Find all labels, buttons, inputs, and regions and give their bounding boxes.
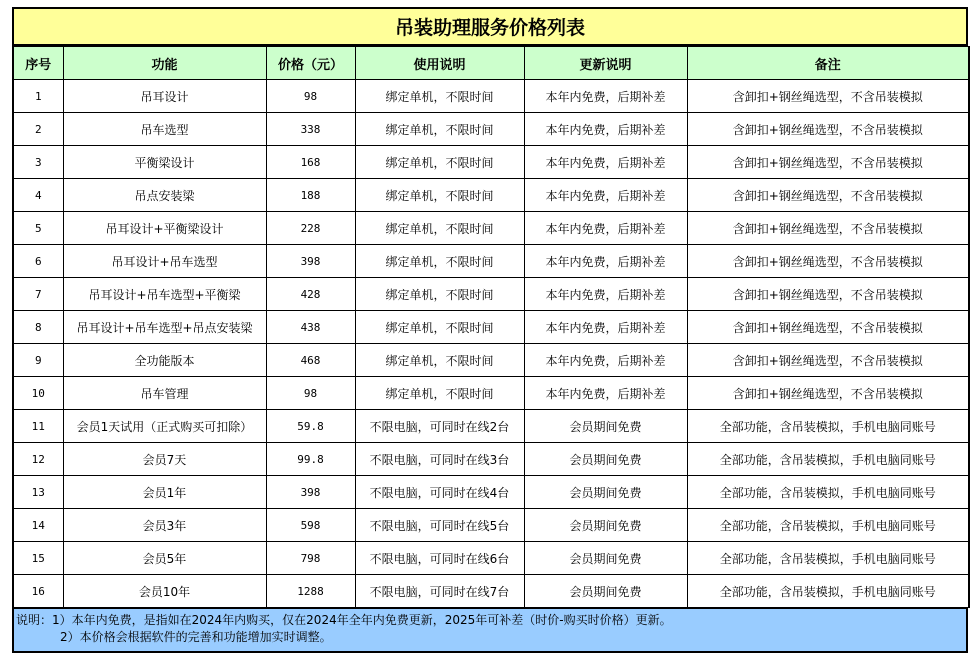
cell-remark: 含卸扣+钢丝绳选型，不含吊装模拟 <box>687 80 969 113</box>
cell-no: 8 <box>13 311 63 344</box>
cell-remark: 含卸扣+钢丝绳选型，不含吊装模拟 <box>687 278 969 311</box>
table-row <box>13 443 969 476</box>
cell-update: 会员期间免费 <box>524 575 687 608</box>
cell-feature: 吊车管理 <box>63 377 266 410</box>
cell-update: 本年内免费，后期补差 <box>524 278 687 311</box>
cell-price: 98 <box>266 377 355 410</box>
cell-update: 会员期间免费 <box>524 443 687 476</box>
cell-feature: 吊耳设计+吊车选型+平衡梁 <box>63 278 266 311</box>
cell-usage: 绑定单机，不限时间 <box>355 278 524 311</box>
cell-update: 会员期间免费 <box>524 476 687 509</box>
price-sheet <box>12 7 968 653</box>
cell-usage: 绑定单机，不限时间 <box>355 146 524 179</box>
table-row <box>13 245 969 278</box>
cell-usage: 绑定单机，不限时间 <box>355 311 524 344</box>
cell-remark: 含卸扣+钢丝绳选型，不含吊装模拟 <box>687 311 969 344</box>
cell-feature: 会员7天 <box>63 443 266 476</box>
sheet-title: 吊装助理服务价格列表 <box>12 7 968 46</box>
cell-feature: 会员1年 <box>63 476 266 509</box>
cell-remark: 全部功能，含吊装模拟，手机电脑同账号 <box>687 410 969 443</box>
table-row <box>13 575 969 608</box>
table-row <box>13 278 969 311</box>
cell-price: 59.8 <box>266 410 355 443</box>
header-remark: 备注 <box>687 47 969 80</box>
cell-feature: 吊耳设计+吊车选型 <box>63 245 266 278</box>
cell-no: 6 <box>13 245 63 278</box>
cell-usage: 绑定单机，不限时间 <box>355 179 524 212</box>
cell-usage: 不限电脑，可同时在线5台 <box>355 509 524 542</box>
cell-price: 168 <box>266 146 355 179</box>
cell-no: 16 <box>13 575 63 608</box>
cell-usage: 绑定单机，不限时间 <box>355 113 524 146</box>
cell-remark: 全部功能，含吊装模拟，手机电脑同账号 <box>687 509 969 542</box>
cell-usage: 绑定单机，不限时间 <box>355 245 524 278</box>
cell-usage: 不限电脑，可同时在线2台 <box>355 410 524 443</box>
cell-price: 99.8 <box>266 443 355 476</box>
cell-usage: 不限电脑，可同时在线4台 <box>355 476 524 509</box>
cell-price: 98 <box>266 80 355 113</box>
cell-feature: 吊耳设计 <box>63 80 266 113</box>
cell-feature: 会员3年 <box>63 509 266 542</box>
cell-no: 1 <box>13 80 63 113</box>
table-row <box>13 80 969 113</box>
cell-update: 本年内免费，后期补差 <box>524 80 687 113</box>
table-row <box>13 212 969 245</box>
cell-update: 本年内免费，后期补差 <box>524 113 687 146</box>
cell-feature: 平衡梁设计 <box>63 146 266 179</box>
cell-no: 2 <box>13 113 63 146</box>
table-row <box>13 377 969 410</box>
header-feature: 功能 <box>63 47 266 80</box>
cell-no: 4 <box>13 179 63 212</box>
cell-no: 5 <box>13 212 63 245</box>
cell-no: 15 <box>13 542 63 575</box>
note-line-2: 2）本价格会根据软件的完善和功能增加实时调整。 <box>60 630 332 644</box>
cell-update: 会员期间免费 <box>524 509 687 542</box>
table-row <box>13 476 969 509</box>
cell-remark: 全部功能，含吊装模拟，手机电脑同账号 <box>687 443 969 476</box>
cell-price: 338 <box>266 113 355 146</box>
cell-remark: 含卸扣+钢丝绳选型，不含吊装模拟 <box>687 245 969 278</box>
cell-price: 188 <box>266 179 355 212</box>
cell-usage: 绑定单机，不限时间 <box>355 377 524 410</box>
cell-price: 798 <box>266 542 355 575</box>
cell-usage: 不限电脑，可同时在线6台 <box>355 542 524 575</box>
cell-price: 1288 <box>266 575 355 608</box>
cell-feature: 全功能版本 <box>63 344 266 377</box>
table-row <box>13 542 969 575</box>
header-price: 价格（元） <box>266 47 355 80</box>
cell-remark: 含卸扣+钢丝绳选型，不含吊装模拟 <box>687 377 969 410</box>
cell-update: 本年内免费，后期补差 <box>524 311 687 344</box>
cell-remark: 含卸扣+钢丝绳选型，不含吊装模拟 <box>687 344 969 377</box>
cell-update: 本年内免费，后期补差 <box>524 212 687 245</box>
cell-usage: 绑定单机，不限时间 <box>355 212 524 245</box>
cell-price: 438 <box>266 311 355 344</box>
cell-no: 10 <box>13 377 63 410</box>
header-usage: 使用说明 <box>355 47 524 80</box>
cell-feature: 会员10年 <box>63 575 266 608</box>
cell-update: 本年内免费，后期补差 <box>524 344 687 377</box>
cell-remark: 含卸扣+钢丝绳选型，不含吊装模拟 <box>687 212 969 245</box>
header-row <box>13 47 969 80</box>
header-update: 更新说明 <box>524 47 687 80</box>
cell-feature: 吊点安装梁 <box>63 179 266 212</box>
cell-no: 7 <box>13 278 63 311</box>
table-row <box>13 146 969 179</box>
table-row <box>13 113 969 146</box>
cell-no: 14 <box>13 509 63 542</box>
price-table <box>12 46 970 608</box>
cell-feature: 会员1天试用（正式购买可扣除） <box>63 410 266 443</box>
table-row <box>13 344 969 377</box>
cell-price: 428 <box>266 278 355 311</box>
note-line-1: 说明：1）本年内免费，是指如在2024年内购买，仅在2024年全年内免费更新，2025年可补差（时价-购买时价格）更新。 <box>16 613 672 627</box>
cell-price: 398 <box>266 245 355 278</box>
table-row <box>13 410 969 443</box>
cell-feature: 吊耳设计+平衡梁设计 <box>63 212 266 245</box>
cell-update: 会员期间免费 <box>524 410 687 443</box>
cell-usage: 不限电脑，可同时在线7台 <box>355 575 524 608</box>
cell-remark: 含卸扣+钢丝绳选型，不含吊装模拟 <box>687 113 969 146</box>
cell-no: 12 <box>13 443 63 476</box>
cell-feature: 吊耳设计+吊车选型+吊点安装梁 <box>63 311 266 344</box>
header-no: 序号 <box>13 47 63 80</box>
cell-update: 本年内免费，后期补差 <box>524 377 687 410</box>
cell-update: 本年内免费，后期补差 <box>524 146 687 179</box>
cell-usage: 不限电脑，可同时在线3台 <box>355 443 524 476</box>
cell-price: 398 <box>266 476 355 509</box>
cell-price: 468 <box>266 344 355 377</box>
cell-no: 3 <box>13 146 63 179</box>
cell-update: 会员期间免费 <box>524 542 687 575</box>
cell-remark: 全部功能，含吊装模拟，手机电脑同账号 <box>687 476 969 509</box>
cell-feature: 吊车选型 <box>63 113 266 146</box>
cell-no: 11 <box>13 410 63 443</box>
cell-price: 598 <box>266 509 355 542</box>
cell-update: 本年内免费，后期补差 <box>524 179 687 212</box>
cell-remark: 含卸扣+钢丝绳选型，不含吊装模拟 <box>687 179 969 212</box>
cell-remark: 全部功能，含吊装模拟，手机电脑同账号 <box>687 575 969 608</box>
cell-update: 本年内免费，后期补差 <box>524 245 687 278</box>
notes-box <box>12 608 968 653</box>
table-row <box>13 311 969 344</box>
cell-usage: 绑定单机，不限时间 <box>355 80 524 113</box>
cell-feature: 会员5年 <box>63 542 266 575</box>
cell-no: 13 <box>13 476 63 509</box>
table-row <box>13 179 969 212</box>
table-row <box>13 509 969 542</box>
cell-remark: 全部功能，含吊装模拟，手机电脑同账号 <box>687 542 969 575</box>
cell-remark: 含卸扣+钢丝绳选型，不含吊装模拟 <box>687 146 969 179</box>
cell-price: 228 <box>266 212 355 245</box>
cell-no: 9 <box>13 344 63 377</box>
cell-usage: 绑定单机，不限时间 <box>355 344 524 377</box>
